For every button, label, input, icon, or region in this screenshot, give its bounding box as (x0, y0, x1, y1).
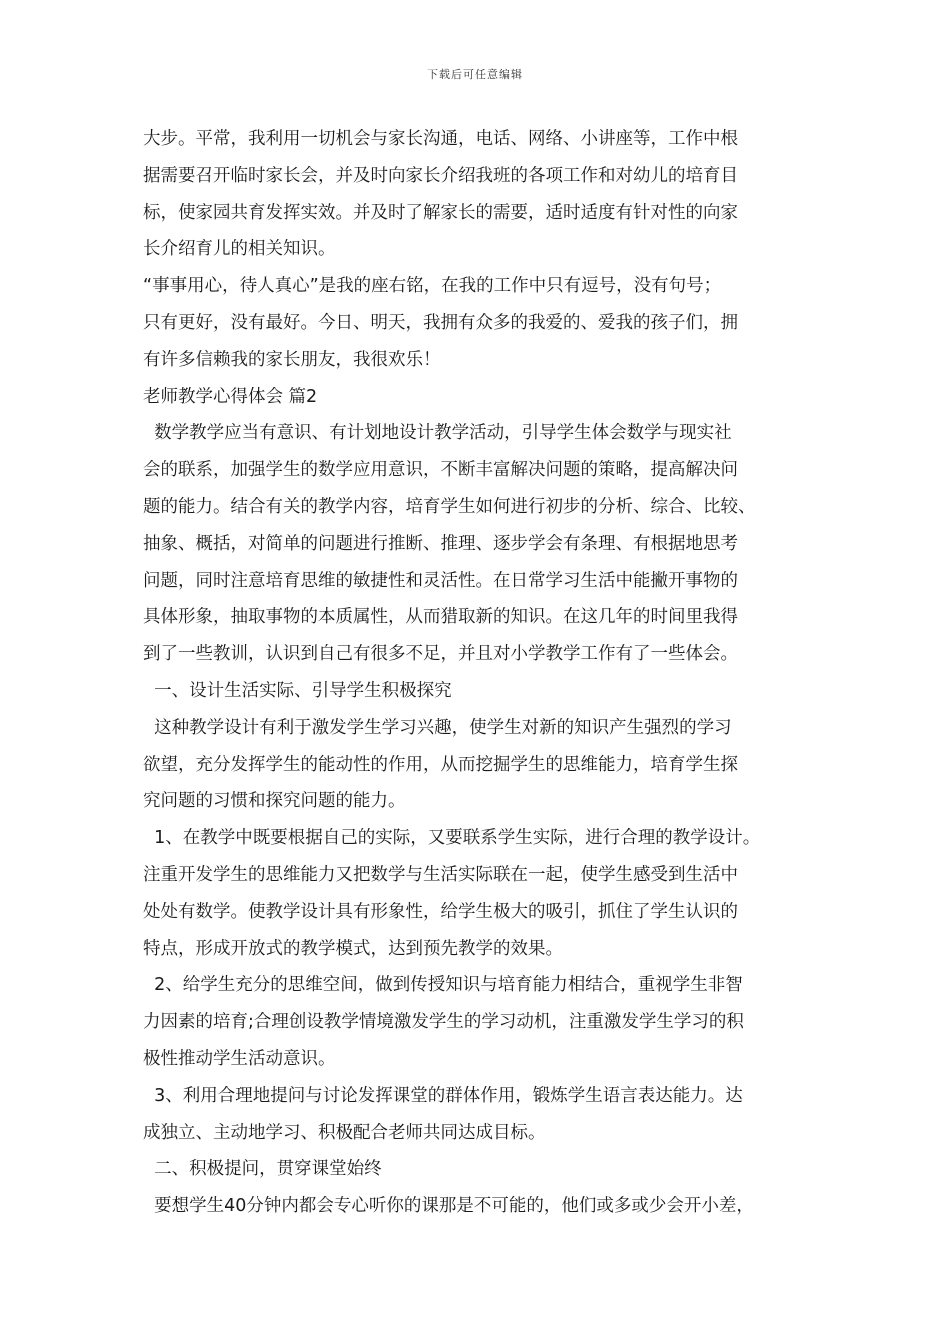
text-line: 1、在教学中既要根据自己的实际，又要联系学生实际，进行合理的教学设计。 (143, 828, 761, 849)
text-line: 数学教学应当有意识、有计划地设计教学活动，引导学生体会数学与现实社 (143, 423, 732, 444)
text-line: 长介绍育儿的相关知识。 (143, 239, 336, 260)
text-line: 成独立、主动地学习、积极配合老师共同达成目标。 (143, 1122, 546, 1143)
text-line: 3、利用合理地提问与讨论发挥课堂的群体作用，锻炼学生语言表达能力。达 (143, 1085, 743, 1106)
subheading-line: 一、设计生活实际、引导学生积极探究 (143, 680, 452, 701)
text-line: 极性推动学生活动意识。 (143, 1048, 336, 1069)
text-line: 欲望，充分发挥学生的能动性的作用，从而挖掘学生的思维能力，培育学生探 (143, 754, 738, 775)
text-line: 究问题的习惯和探究问题的能力。 (143, 791, 406, 812)
text-line: 有许多信赖我的家长朋友，我很欢乐！ (143, 349, 441, 370)
text-line: 大步。平常，我利用一切机会与家长沟通，电话、网络、小讲座等，工作中根 (143, 129, 738, 149)
text-line: 问题，同时注意培育思维的敏捷性和灵活性。在日常学习生活中能撇开事物的 (143, 570, 738, 591)
document-body (143, 121, 811, 1225)
text-line: 力因素的培育;合理创设教学情境激发学生的学习动机，注重激发学生学习的积 (143, 1012, 744, 1033)
text-line: 到了一些教训，认识到自己有很多不足，并且对小学教学工作有了一些体会。 (143, 644, 738, 665)
text-line: 特点，形成开放式的教学模式，达到预先教学的效果。 (143, 938, 563, 959)
page-header: 下载后可任意编辑 (427, 68, 523, 81)
text-line: 具体形象，抽取事物的本质属性，从而猎取新的知识。在这几年的时间里我得 (143, 607, 738, 628)
text-line: 会的联系，加强学生的数学应用意识，不断丰富解决问题的策略，提高解决问 (143, 460, 738, 481)
text-line: 要想学生40分钟内都会专心听你的课那是不可能的，他们或多或少会开小差， (143, 1196, 754, 1217)
text-line: 注重开发学生的思维能力又把数学与生活实际联在一起，使学生感受到生活中 (143, 864, 738, 885)
text-line: 2、给学生充分的思维空间，做到传授知识与培育能力相结合，重视学生非智 (143, 975, 743, 996)
text-line: 抽象、概括，对简单的问题进行推断、推理、逐步学会有条理、有根据地思考 (143, 533, 738, 554)
section-title: 老师教学心得体会 篇2 (143, 386, 318, 407)
text-line: 标，使家园共育发挥实效。并及时了解家长的需要，适时适度有针对性的向家 (143, 202, 738, 223)
text-line: 题的能力。结合有关的教学内容，培育学生如何进行初步的分析、综合、比较、 (143, 496, 756, 517)
subheading-line: 二、积极提问，贯穿课堂始终 (143, 1159, 382, 1180)
text-line: 只有更好，没有最好。今日、明天，我拥有众多的我爱的、爱我的孩子们，拥 (143, 312, 738, 333)
text-line: 这种教学设计有利于激发学生学习兴趣，使学生对新的知识产生强烈的学习 (143, 717, 732, 738)
text-line: “事事用心，待人真心”是我的座右铭，在我的工作中只有逗号，没有句号； (143, 276, 722, 297)
text-line: 据需要召开临时家长会，并及时向家长介绍我班的各项工作和对幼儿的培育目 (143, 165, 738, 186)
text-line: 处处有数学。使教学设计具有形象性，给学生极大的吸引，抓住了学生认识的 (143, 901, 738, 922)
